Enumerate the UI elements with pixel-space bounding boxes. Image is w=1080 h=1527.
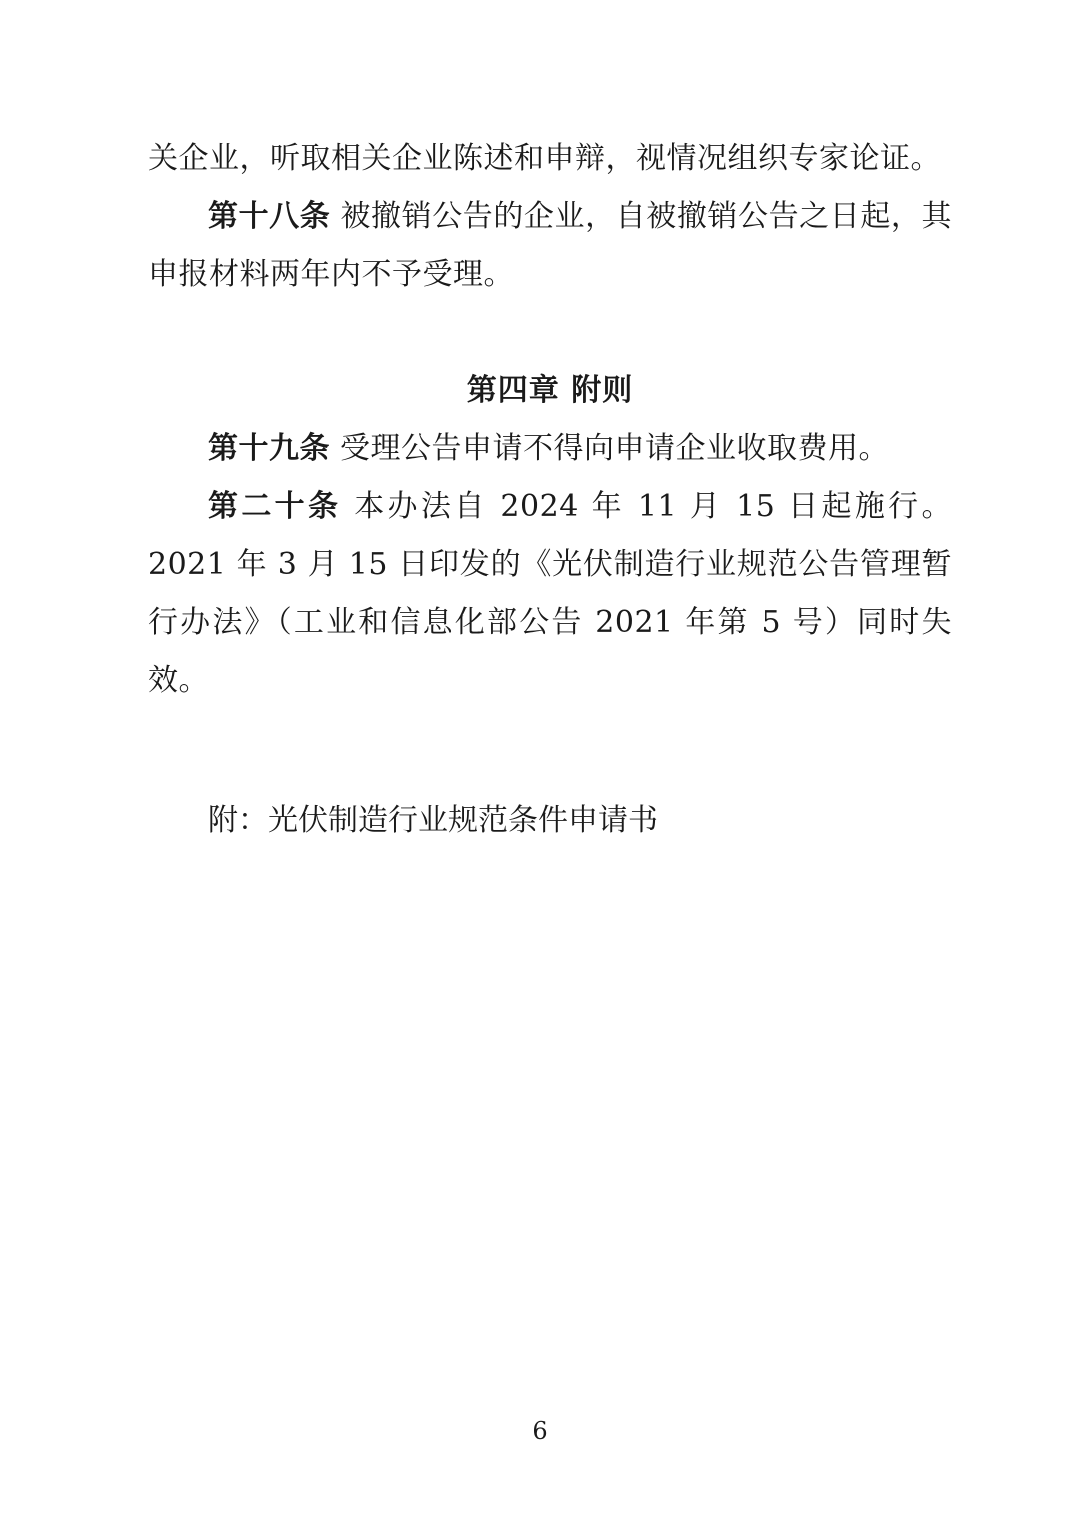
paragraph-continued: 关企业，听取相关企业陈述和申辩，视情况组织专家论证。: [148, 141, 941, 176]
chapter-heading: 第四章 附则: [466, 373, 634, 408]
article-19-label: 第十九条: [208, 431, 330, 466]
article-18-label: 第十八条: [208, 199, 331, 234]
article-20: [148, 478, 952, 710]
article-18-text: 被撤销公告的企业，自被撤销公告之日起，其申报材料两年内不予受理。: [148, 199, 952, 292]
page-number: 6: [532, 1417, 548, 1445]
article-20-text: 本办法自 2024 年 11 月 15 日起施行。2021 年 3 月 15 日印发的《光伏制造行业规范公告管理暂行办法》（工业和信息化部公告 2021 年第 5 号）同时失效。: [148, 489, 952, 698]
article-19-text: 受理公告申请不得向申请企业收取费用。: [330, 431, 890, 466]
attachment-note: 附：光伏制造行业规范条件申请书: [208, 803, 658, 838]
article-19: [148, 420, 952, 478]
article-18: [148, 188, 952, 304]
article-20-label: 第二十条: [208, 489, 342, 524]
